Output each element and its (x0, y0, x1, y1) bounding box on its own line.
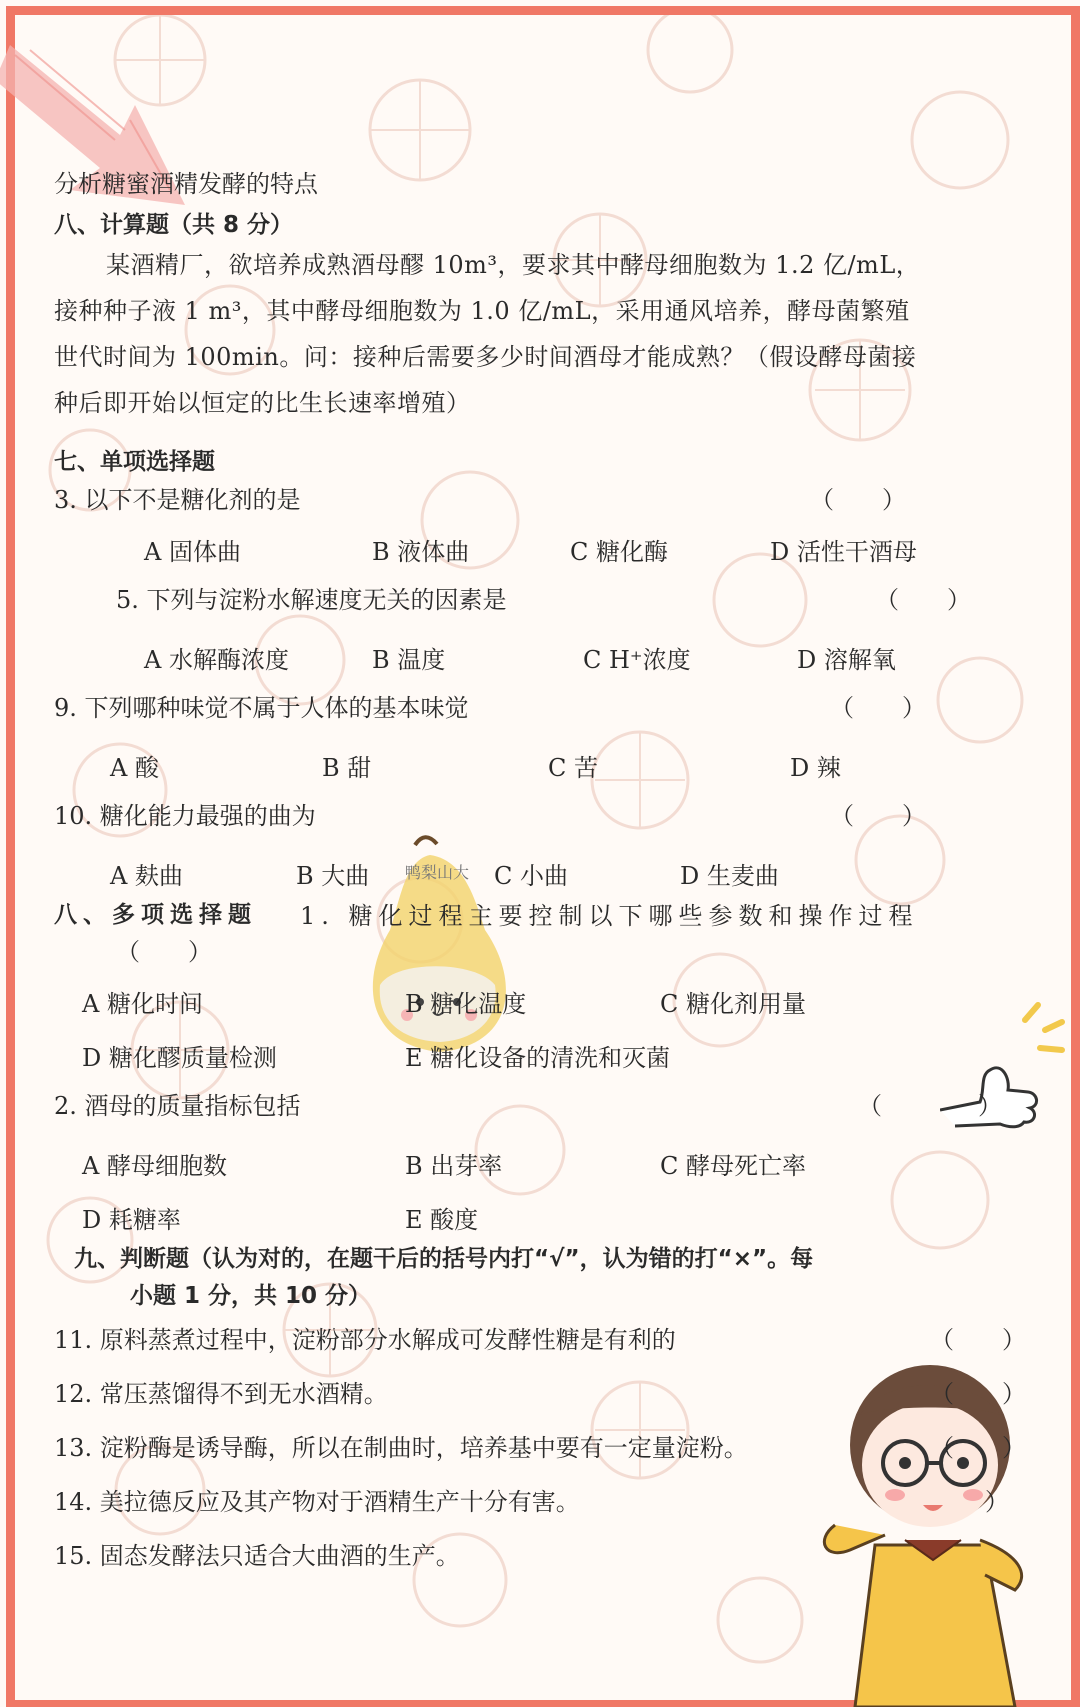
option: C 糖化酶 (570, 538, 668, 566)
calc-problem (54, 242, 1002, 426)
option: A 酸 (110, 754, 159, 782)
option: E 酸度 (405, 1206, 479, 1234)
option: B 大曲 (296, 862, 370, 890)
answer-bracket: （ ） (116, 938, 212, 966)
question-stem: 9. 下列哪种味觉不属于人体的基本味觉 (54, 694, 469, 722)
calc-heading: 八、计算题（共 8 分） (54, 212, 294, 238)
option: B 甜 (322, 754, 372, 782)
answer-bracket: （ ） (930, 1434, 1026, 1462)
answer-bracket: （ ） (858, 1092, 1002, 1120)
option: D 活性干酒母 (770, 538, 917, 566)
intro-line: 分析糖蜜酒精发酵的特点 (54, 170, 318, 198)
option: D 溶解氧 (797, 646, 896, 674)
option: A 固体曲 (144, 538, 241, 566)
answer-bracket: （ ） (875, 586, 971, 614)
question-stem: 1. 糖化过程主要控制以下哪些参数和操作过程 (300, 902, 919, 930)
judge-item: 14. 美拉德反应及其产物对于酒精生产十分有害。 (54, 1488, 580, 1516)
judge-heading: 九、判断题（认为对的，在题干后的括号内打“√”，认为错的打“×”。每 (74, 1246, 814, 1272)
option: D 耗糖率 (82, 1206, 181, 1234)
question-stem: 5. 下列与淀粉水解速度无关的因素是 (116, 586, 507, 614)
answer-bracket: （ ） (830, 802, 926, 830)
judge-item: 15. 固态发酵法只适合大曲酒的生产。 (54, 1542, 460, 1570)
question-stem: 3. 以下不是糖化剂的是 (54, 486, 301, 514)
multi-choice-heading: 八、多项选择题 (54, 902, 257, 928)
option: C H⁺浓度 (583, 646, 691, 674)
option: B 温度 (372, 646, 446, 674)
question-stem: 2. 酒母的质量指标包括 (54, 1092, 301, 1120)
option: B 糖化温度 (405, 990, 527, 1018)
answer-bracket: （ ） (830, 694, 926, 722)
judge-item: 11. 原料蒸煮过程中，淀粉部分水解成可发酵性糖是有利的 (54, 1326, 676, 1354)
judge-heading-cont: 小题 1 分，共 10 分） (130, 1283, 372, 1309)
option: C 酵母死亡率 (660, 1152, 806, 1180)
option: A 糖化时间 (82, 990, 203, 1018)
judge-item: 12. 常压蒸馏得不到无水酒精。 (54, 1380, 388, 1408)
calc-line: 世代时间为 100min。问：接种后需要多少时间酒母才能成熟？（假设酵母菌接 (54, 343, 917, 371)
option: D 辣 (790, 754, 841, 782)
option: B 液体曲 (372, 538, 470, 566)
option: A 麸曲 (110, 862, 183, 890)
watermark-text: 鸭梨山大 (405, 863, 470, 882)
judge-item: 13. 淀粉酶是诱导酶，所以在制曲时，培养基中要有一定量淀粉。 (54, 1434, 748, 1462)
single-choice-heading: 七、单项选择题 (54, 449, 215, 475)
option: E 糖化设备的清洗和灭菌 (405, 1044, 671, 1072)
option: A 酵母细胞数 (82, 1152, 227, 1180)
option: D 糖化醪质量检测 (82, 1044, 277, 1072)
answer-bracket: （ ） (930, 1380, 1026, 1408)
question-stem: 10. 糖化能力最强的曲为 (54, 802, 316, 830)
option: A 水解酶浓度 (144, 646, 289, 674)
calc-line: 种后即开始以恒定的比生长速率增殖） (54, 389, 471, 417)
calc-line: 接种种子液 1 m³，其中酵母细胞数为 1.0 亿/mL，采用通风培养，酵母菌繁殖 (54, 297, 910, 325)
calc-line: 某酒精厂，欲培养成熟酒母醪 10m³，要求其中酵母细胞数为 1.2 亿/mL， (106, 251, 921, 279)
option: C 苦 (548, 754, 598, 782)
option: D 生麦曲 (680, 862, 779, 890)
option: C 糖化剂用量 (660, 990, 806, 1018)
answer-bracket: （ ） (810, 486, 906, 514)
answer-bracket: ） (985, 1488, 1009, 1516)
answer-bracket: （ ） (930, 1326, 1026, 1354)
option: B 出芽率 (405, 1152, 503, 1180)
option: C 小曲 (494, 862, 568, 890)
